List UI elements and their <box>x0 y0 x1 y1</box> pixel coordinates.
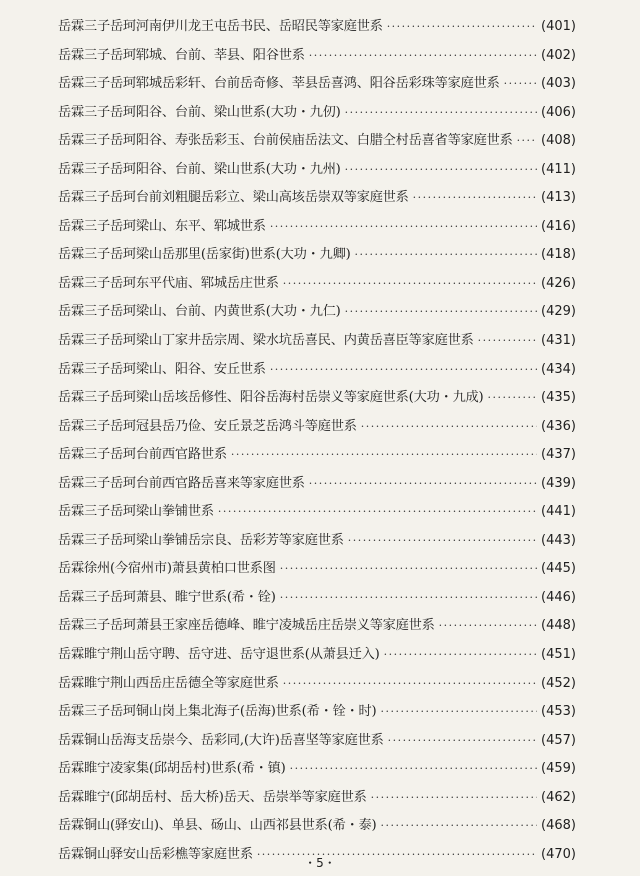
toc-entry-page: (446) <box>541 589 576 605</box>
dot-leader <box>517 127 537 156</box>
dot-leader <box>478 327 537 356</box>
dot-leader <box>488 384 538 413</box>
dot-leader <box>361 413 537 442</box>
toc-entry <box>58 327 576 356</box>
dot-leader <box>283 670 537 699</box>
dot-leader <box>345 298 537 327</box>
toc-entry-title: 岳霖铜山驿安山岳彩樵等家庭世系 <box>58 846 253 862</box>
toc-entry <box>58 812 576 841</box>
toc-entry <box>58 584 576 613</box>
dot-leader <box>371 784 537 813</box>
toc-entry <box>58 184 576 213</box>
dot-leader <box>381 812 538 841</box>
dot-leader <box>309 470 537 499</box>
dot-leader <box>309 42 537 71</box>
dot-leader <box>413 184 537 213</box>
dot-leader <box>345 156 537 185</box>
toc-entry <box>58 356 576 385</box>
toc-entry-page: (435) <box>541 390 576 406</box>
toc-entry-page: (402) <box>541 47 576 63</box>
toc-entry <box>58 784 576 813</box>
toc-entry-title: 岳霖三子岳珂梁山、阳谷、安丘世系 <box>58 361 266 377</box>
toc-entry <box>58 156 576 185</box>
toc-entry-title: 岳霖铜山(驿安山)、单县、砀山、山西祁县世系(希・泰) <box>58 818 377 834</box>
toc-entry-page: (403) <box>541 76 576 92</box>
toc-entry-page: (406) <box>541 104 576 120</box>
toc-entry-title: 岳霖三子岳珂萧县王家座岳德峰、睢宁凌城岳庄岳崇义等家庭世系 <box>58 618 435 634</box>
dot-leader <box>381 698 538 727</box>
toc-entry-page: (451) <box>541 647 576 663</box>
dot-leader <box>387 13 537 42</box>
toc-entry-title: 岳霖三子岳珂梁山拳铺岳宗良、岳彩芳等家庭世系 <box>58 532 344 548</box>
toc-entry <box>58 270 576 299</box>
toc-entry <box>58 612 576 641</box>
toc-entry-page: (431) <box>541 333 576 349</box>
toc-entry-title: 岳霖三子岳珂郓城岳彩轩、台前岳奇修、莘县岳喜鸿、阳谷岳彩珠等家庭世系 <box>58 76 500 92</box>
toc-entry-title: 岳霖睢宁荆山岳守聘、岳守进、岳守退世系(从萧县迁入) <box>58 647 380 663</box>
toc-entry-page: (426) <box>541 275 576 291</box>
toc-entry-page: (437) <box>541 447 576 463</box>
toc-entry <box>58 727 576 756</box>
toc-entry-title: 岳霖睢宁(邱胡岳村、岳大桥)岳天、岳崇举等家庭世系 <box>58 789 367 805</box>
toc-entry <box>58 470 576 499</box>
toc-entry-page: (470) <box>541 846 576 862</box>
dot-leader <box>345 99 537 128</box>
toc-entry-title: 岳霖三子岳珂东平代庙、郓城岳庄世系 <box>58 275 279 291</box>
toc-entry-title: 岳霖三子岳珂阳谷、台前、梁山世系(大功・九州) <box>58 161 341 177</box>
toc-entry-page: (439) <box>541 475 576 491</box>
toc-entry-title: 岳霖徐州(今宿州市)萧县黄柏口世系图 <box>58 561 276 577</box>
toc-entry-page: (418) <box>541 247 576 263</box>
dot-leader <box>388 727 537 756</box>
toc-entry-page: (401) <box>541 19 576 34</box>
toc-entry-title: 岳霖三子岳珂铜山岗上集北海子(岳海)世系(希・铨・时) <box>58 704 377 720</box>
toc-entry-title: 岳霖三子岳珂梁山丁家井岳宗周、梁水坑岳喜民、内黄岳喜臣等家庭世系 <box>58 333 474 349</box>
dot-leader <box>270 356 537 385</box>
toc-entry-title: 岳霖三子岳珂冠县岳乃俭、安丘景芝岳鸿斗等庭世系 <box>58 418 357 434</box>
toc-entry-page: (434) <box>541 361 576 377</box>
toc-entry-page: (443) <box>541 532 576 548</box>
toc-entry-title: 岳霖三子岳珂阳谷、寿张岳彩玉、台前侯庙岳法文、白腊仝村岳喜省等家庭世系 <box>58 133 513 149</box>
dot-leader <box>290 755 537 784</box>
toc-entry-title: 岳霖三子岳珂台前西官路岳喜来等家庭世系 <box>58 475 305 491</box>
toc-entry-title: 岳霖三子岳珂梁山、台前、内黄世系(大功・九仁) <box>58 304 341 320</box>
dot-leader <box>280 584 537 613</box>
dot-leader <box>504 70 537 99</box>
toc-entry-page: (468) <box>541 818 576 834</box>
toc-entry-title: 岳霖三子岳珂河南伊川龙王屯岳书民、岳昭民等家庭世系 <box>58 19 383 34</box>
toc-entry <box>58 213 576 242</box>
toc-entry-title: 岳霖三子岳珂梁山岳垓岳修性、阳谷岳海村岳崇义等家庭世系(大功・九成) <box>58 390 484 406</box>
toc-entry-title: 岳霖三子岳珂梁山拳铺世系 <box>58 504 214 520</box>
toc-entry <box>58 127 576 156</box>
toc-entry-page: (436) <box>541 418 576 434</box>
toc-entry <box>58 498 576 527</box>
toc-entry <box>58 70 576 99</box>
toc-entry-page: (416) <box>541 218 576 234</box>
toc-entry-page: (462) <box>541 789 576 805</box>
toc-entry <box>58 42 576 71</box>
dot-leader <box>270 213 537 242</box>
toc-entry-page: (452) <box>541 675 576 691</box>
dot-leader <box>355 241 538 270</box>
toc-entry <box>58 670 576 699</box>
toc-entry-title: 岳霖三子岳珂萧县、睢宁世系(希・铨) <box>58 589 276 605</box>
dot-leader <box>439 612 537 641</box>
toc-entry-page: (408) <box>541 133 576 149</box>
table-of-contents <box>58 13 576 869</box>
toc-entry-page: (413) <box>541 190 576 206</box>
toc-entry <box>58 13 576 42</box>
toc-entry-page: (457) <box>541 732 576 748</box>
toc-entry <box>58 698 576 727</box>
toc-entry-title: 岳霖睢宁凌家集(邱胡岳村)世系(希・镇) <box>58 761 286 777</box>
toc-entry <box>58 641 576 670</box>
toc-entry-page: (459) <box>541 761 576 777</box>
toc-entry-page: (411) <box>541 161 576 177</box>
toc-entry <box>58 755 576 784</box>
toc-entry <box>58 298 576 327</box>
dot-leader <box>348 527 537 556</box>
toc-entry <box>58 555 576 584</box>
toc-entry-title: 岳霖三子岳珂梁山岳那里(岳家街)世系(大功・九卿) <box>58 247 351 263</box>
toc-entry-title: 岳霖三子岳珂郓城、台前、莘县、阳谷世系 <box>58 47 305 63</box>
toc-entry-title: 岳霖三子岳珂台前西官路世系 <box>58 447 227 463</box>
toc-entry-page: (445) <box>541 561 576 577</box>
dot-leader <box>384 641 537 670</box>
dot-leader <box>283 270 537 299</box>
toc-entry-title: 岳霖三子岳珂阳谷、台前、梁山世系(大功・九仞) <box>58 104 341 120</box>
toc-entry <box>58 241 576 270</box>
toc-entry-page: (453) <box>541 704 576 720</box>
toc-entry <box>58 384 576 413</box>
toc-entry <box>58 441 576 470</box>
toc-entry-page: (441) <box>541 504 576 520</box>
toc-entry <box>58 99 576 128</box>
toc-entry <box>58 413 576 442</box>
toc-entry-title: 岳霖三子岳珂台前刘粗腿岳彩立、梁山高垓岳崇双等家庭世系 <box>58 190 409 206</box>
toc-entry-page: (429) <box>541 304 576 320</box>
toc-entry-title: 岳霖铜山岳海支岳崇今、岳彩同,(大许)岳喜坚等家庭世系 <box>58 732 384 748</box>
dot-leader <box>231 441 537 470</box>
toc-entry-title: 岳霖三子岳珂梁山、东平、郓城世系 <box>58 218 266 234</box>
toc-entry-title: 岳霖睢宁荆山西岳庄岳德全等家庭世系 <box>58 675 279 691</box>
dot-leader <box>218 498 537 527</box>
dot-leader <box>280 555 537 584</box>
toc-entry-page: (448) <box>541 618 576 634</box>
page-number-footer: ・5・ <box>304 856 336 870</box>
toc-entry <box>58 527 576 556</box>
